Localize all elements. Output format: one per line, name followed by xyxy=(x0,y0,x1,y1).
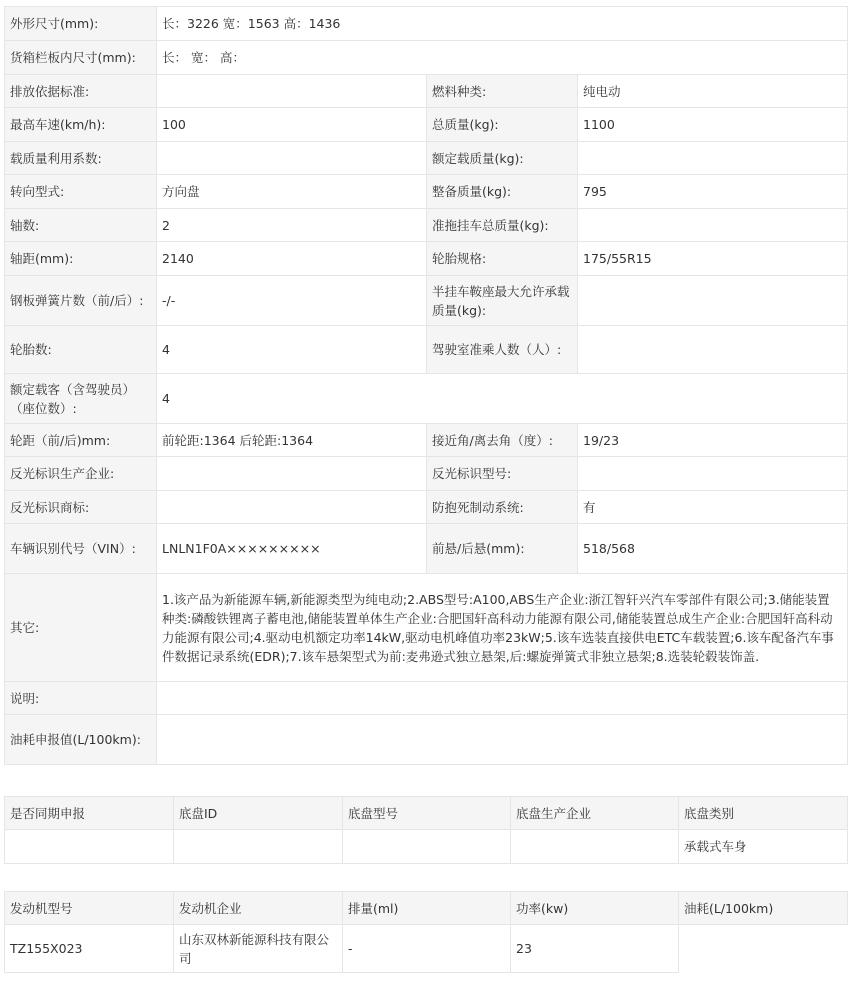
spec-row xyxy=(5,242,848,276)
spec-row xyxy=(5,276,848,326)
spec-value xyxy=(157,491,427,524)
spec-row xyxy=(5,326,848,374)
spec-row xyxy=(5,142,848,175)
spec-value: 100 xyxy=(157,108,427,142)
spec-value: 1.该产品为新能源车辆,新能源类型为纯电动;2.ABS型号:A100,ABS生产企业:浙江智轩兴汽车零部件有限公司;3.储能装置种类:磷酸铁锂离子蓄电池,储能装置单体生产企业:合肥国轩高科动力能源有限公司,储能装置总成生产企业:合肥国轩高科动力能源有限公司;4.驱动电机额定功率14kW,驱动电机峰值功率23kW;5.该车选装直接供电ETC车载装置;6.该车配备汽车事件数据记录系统(EDR);7.该车悬架型式为前:麦弗逊式独立悬架,后:螺旋弹簧式非独立悬架;8.选装轮毂装饰盖. xyxy=(157,574,848,682)
engine-header-displacement: 排量(ml) xyxy=(343,892,511,925)
spec-value xyxy=(157,715,848,765)
spec-value: 2140 xyxy=(157,242,427,276)
spec-value xyxy=(578,209,848,242)
spec-value: 长： 宽： 高： xyxy=(157,41,848,75)
chassis-category-value: 承载式车身 xyxy=(679,830,848,864)
spec-row xyxy=(5,457,848,491)
spec-label: 说明: xyxy=(5,682,157,715)
spec-label: 轴数: xyxy=(5,209,157,242)
spec-value: 有 xyxy=(578,491,848,524)
chassis-model-value xyxy=(343,830,511,864)
spec-label: 轮胎规格: xyxy=(427,242,578,276)
spec-row xyxy=(5,574,848,682)
spec-label: 轮胎数: xyxy=(5,326,157,374)
spec-label: 接近角/离去角（度）: xyxy=(427,424,578,457)
spec-label: 反光标识商标: xyxy=(5,491,157,524)
chassis-header-id: 底盘ID xyxy=(174,797,343,830)
spec-label: 燃料种类: xyxy=(427,75,578,108)
chassis-header-category: 底盘类别 xyxy=(679,797,848,830)
spec-value: -/- xyxy=(157,276,427,326)
chassis-table xyxy=(4,796,848,864)
spec-label: 额定载客（含驾驶员）（座位数）: xyxy=(5,374,157,424)
spec-label: 车辆识别代号（VIN）: xyxy=(5,524,157,574)
spec-label: 外形尺寸(mm): xyxy=(5,7,157,41)
spec-value: LNLN1F0A××××××××× xyxy=(157,524,427,574)
spec-value xyxy=(157,682,848,715)
spec-row xyxy=(5,524,848,574)
engine-header-model: 发动机型号 xyxy=(5,892,174,925)
spec-value: 518/568 xyxy=(578,524,848,574)
spec-label: 准拖挂车总质量(kg): xyxy=(427,209,578,242)
spec-value: 前轮距:1364 后轮距:1364 xyxy=(157,424,427,457)
spec-row xyxy=(5,7,848,41)
spec-value: 795 xyxy=(578,175,848,209)
engine-header-row xyxy=(5,892,848,925)
chassis-header-row xyxy=(5,797,848,830)
spec-value: 19/23 xyxy=(578,424,848,457)
spec-value xyxy=(157,457,427,491)
engine-manufacturer-value: 山东双林新能源科技有限公司 xyxy=(174,925,343,973)
chassis-concurrent-value xyxy=(5,830,174,864)
spec-label: 转向型式: xyxy=(5,175,157,209)
spec-value: 纯电动 xyxy=(578,75,848,108)
chassis-manufacturer-value xyxy=(511,830,679,864)
spec-value: 2 xyxy=(157,209,427,242)
spec-row xyxy=(5,75,848,108)
spec-value: 4 xyxy=(157,374,848,424)
spec-row xyxy=(5,108,848,142)
engine-power-value: 23 xyxy=(511,925,679,973)
spec-value xyxy=(578,326,848,374)
spec-value: 方向盘 xyxy=(157,175,427,209)
engine-table xyxy=(4,891,848,973)
spec-row xyxy=(5,682,848,715)
spec-label: 半挂车鞍座最大允许承载质量(kg): xyxy=(427,276,578,326)
spec-row xyxy=(5,209,848,242)
spec-value xyxy=(157,75,427,108)
spec-label: 总质量(kg): xyxy=(427,108,578,142)
chassis-header-concurrent: 是否同期申报 xyxy=(5,797,174,830)
engine-model-value: TZ155X023 xyxy=(5,925,174,973)
engine-displacement-value: - xyxy=(343,925,511,973)
spec-label: 钢板弹簧片数（前/后）: xyxy=(5,276,157,326)
engine-header-manufacturer: 发动机企业 xyxy=(174,892,343,925)
spec-label: 油耗申报值(L/100km): xyxy=(5,715,157,765)
engine-data-row xyxy=(5,925,848,973)
spec-value xyxy=(578,457,848,491)
spec-value xyxy=(157,142,427,175)
spec-row xyxy=(5,491,848,524)
spec-label: 额定载质量(kg): xyxy=(427,142,578,175)
spec-row xyxy=(5,715,848,765)
spec-label: 最高车速(km/h): xyxy=(5,108,157,142)
spec-label: 轮距（前/后)mm: xyxy=(5,424,157,457)
engine-header-power: 功率(kw) xyxy=(511,892,679,925)
spec-label: 反光标识生产企业: xyxy=(5,457,157,491)
spec-row xyxy=(5,41,848,75)
spec-value: 长：3226 宽：1563 高：1436 xyxy=(157,7,848,41)
spec-label: 防抱死制动系统: xyxy=(427,491,578,524)
chassis-header-manufacturer: 底盘生产企业 xyxy=(511,797,679,830)
spec-label: 排放依据标准: xyxy=(5,75,157,108)
engine-fuel-value xyxy=(679,925,848,973)
spec-value: 4 xyxy=(157,326,427,374)
chassis-id-value xyxy=(174,830,343,864)
spec-label: 其它: xyxy=(5,574,157,682)
spec-value xyxy=(578,142,848,175)
spec-label: 轴距(mm): xyxy=(5,242,157,276)
spec-value: 1100 xyxy=(578,108,848,142)
spec-label: 载质量利用系数: xyxy=(5,142,157,175)
spec-row xyxy=(5,374,848,424)
spec-value: 175/55R15 xyxy=(578,242,848,276)
spec-row xyxy=(5,424,848,457)
spec-row xyxy=(5,175,848,209)
spec-label: 整备质量(kg): xyxy=(427,175,578,209)
spec-label: 前悬/后悬(mm): xyxy=(427,524,578,574)
spec-label: 货箱栏板内尺寸(mm): xyxy=(5,41,157,75)
chassis-data-row xyxy=(5,830,848,864)
spec-value xyxy=(578,276,848,326)
engine-header-fuel: 油耗(L/100km) xyxy=(679,892,848,925)
vehicle-spec-table xyxy=(4,6,848,765)
chassis-header-model: 底盘型号 xyxy=(343,797,511,830)
spec-label: 驾驶室准乘人数（人）: xyxy=(427,326,578,374)
spec-label: 反光标识型号: xyxy=(427,457,578,491)
